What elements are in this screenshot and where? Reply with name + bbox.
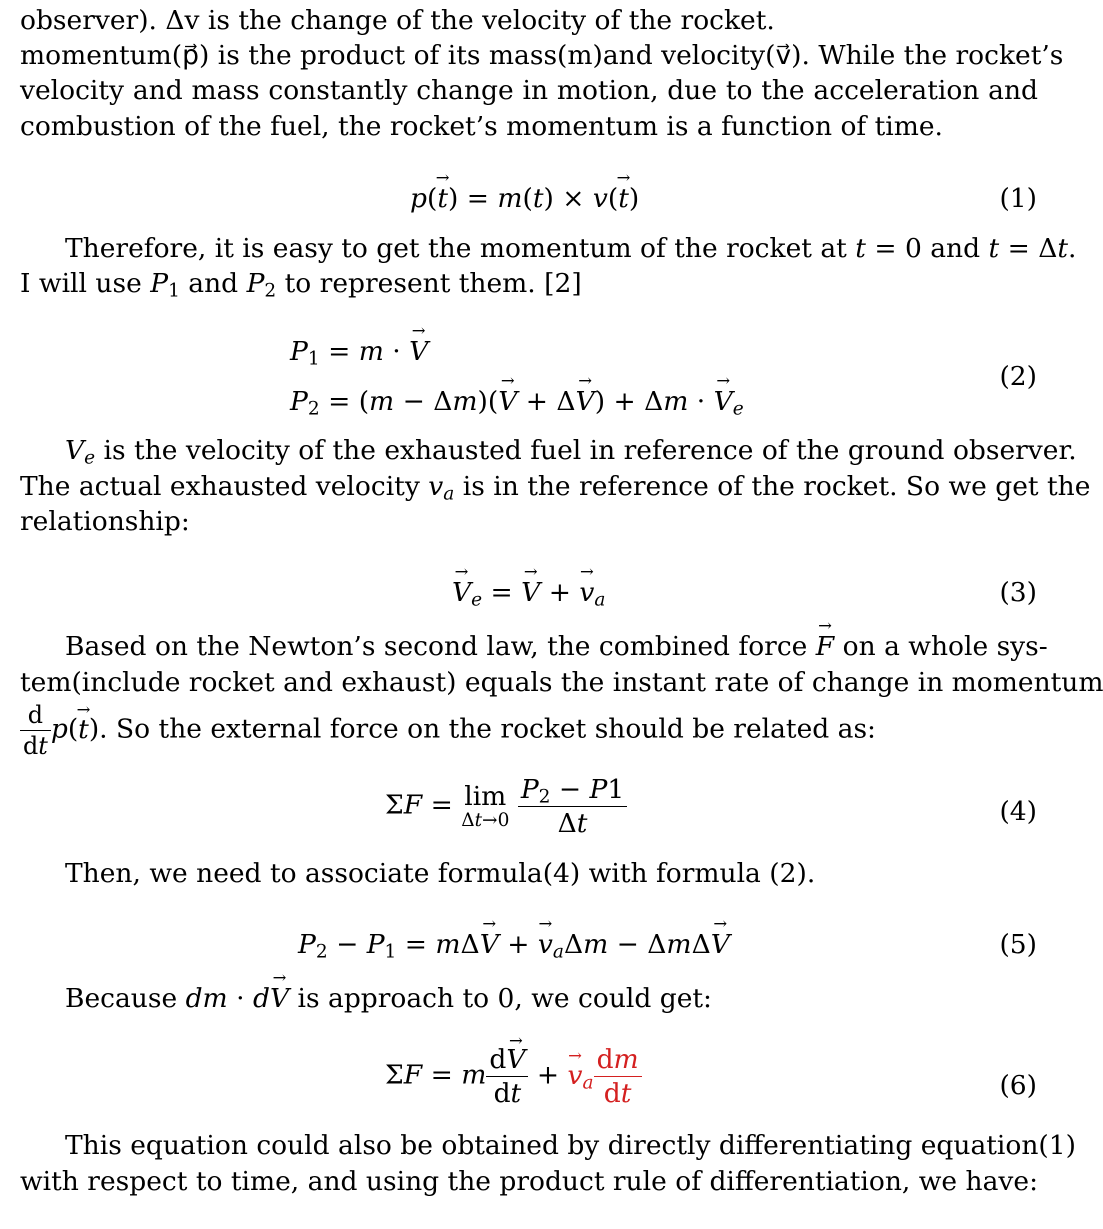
equation-1: p(t →) = m(t) × v(t →)	[410, 182, 639, 216]
equation-6: ΣF = m $\frac{dV \to}{dt}$ + $v \to_a$ $\frac{dm}{dt}$	[385, 1045, 642, 1108]
equation-number: (2)	[999, 361, 1037, 392]
text-line: combustion of the fuel, the rocket’s momentum is a function of time.	[20, 111, 943, 142]
text-line: Therefore, it is easy to get the momentum of the rocket at t = 0 and t = Δt.	[65, 233, 1077, 264]
text-line: Based on the Newton’s second law, the combined force F → on a whole sys-	[65, 630, 1038, 664]
text-line: $V_e$ is the velocity of the exhausted fuel in reference of the ground observer.	[65, 435, 1077, 469]
equation-number: (4)	[999, 796, 1037, 827]
text-line: momentum(p⃗) is the product of its mass(m)and velocity(v⃗). While the rocket’s	[20, 40, 1064, 71]
text-line: tem(include rocket and exhaust) equals the instant rate of change in momentum	[20, 667, 1103, 698]
equation-2b: $P_2 = (m - \Delta m)(V$ → + ΔV →) + $\Delta m \cdot V \to_e$	[290, 385, 744, 419]
text-line: with respect to time, and using the product rule of differentiation, we have:	[20, 1166, 1038, 1197]
text-line: Because dm · dV → is approach to 0, we could get:	[65, 982, 1038, 1016]
equation-5: $P_2 - P_1 = m\Delta V$ → + $v \to_a\Delta m - \Delta m\Delta V$ →	[298, 928, 730, 962]
equation-number: (5)	[999, 929, 1037, 960]
text-line: $\frac{d}{dt}$ p(t →). So the external force on the rocket should be related as:	[20, 702, 1038, 759]
text-line: observer). Δv is the change of the velocity of the rocket.	[20, 5, 775, 36]
equation-number: (1)	[999, 183, 1037, 214]
equation-2a: $P_1 = m \cdot V$ →	[290, 335, 428, 369]
text-line: The actual exhausted velocity $v_a$ is in the reference of the rocket. So we get the	[20, 471, 1091, 505]
text-line: relationship:	[20, 506, 190, 537]
text-line: velocity and mass constantly change in motion, due to the acceleration and	[20, 75, 1038, 106]
equation-4: ΣF = lim Δt→0 $\frac{P_2 - P1}{\Delta t}$	[385, 775, 627, 838]
equation-number: (3)	[999, 577, 1037, 608]
equation-number: (6)	[999, 1070, 1037, 1101]
text-line: This equation could also be obtained by directly differentiating equation(1)	[65, 1130, 1076, 1161]
text-line: I will use $P_1$ and $P_2$ to represent them. [2]	[20, 268, 582, 302]
equation-3: $V \to_e = V$ → + $v \to_a$	[452, 576, 605, 610]
text-line: Then, we need to associate formula(4) with formula (2).	[65, 858, 816, 889]
